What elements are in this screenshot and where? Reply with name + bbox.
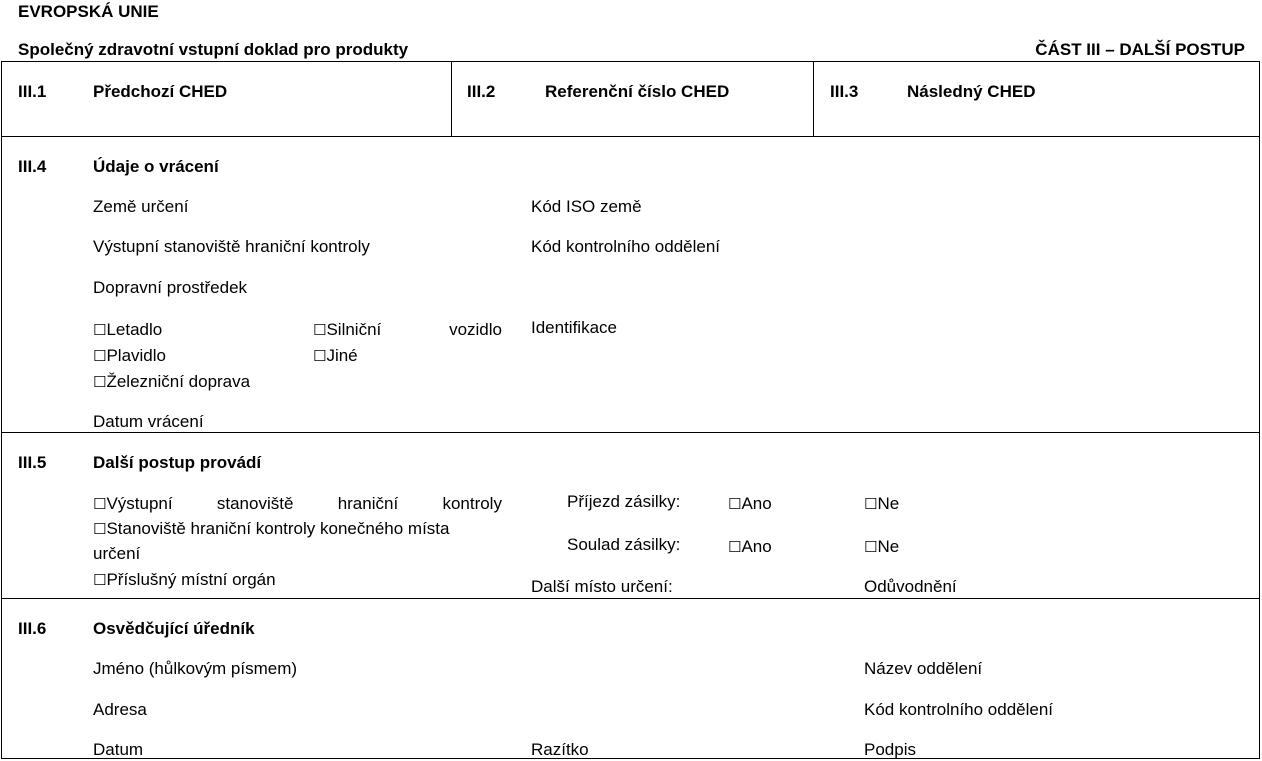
section-label-previous-ched[interactable]: Předchozí CHED bbox=[93, 82, 228, 101]
section-number-3-3: III.3 bbox=[830, 82, 859, 101]
checkbox-icon[interactable]: ☐ bbox=[864, 495, 878, 513]
label-consignment-compliance: Soulad zásilky: bbox=[567, 535, 681, 554]
option-arrival-no-label: Ne bbox=[877, 494, 900, 513]
field-exit-border-post[interactable]: Výstupní stanoviště hraniční kontroly bbox=[93, 237, 370, 256]
section-label-ched-reference[interactable]: Referenční číslo CHED bbox=[545, 82, 730, 101]
checkbox-icon[interactable]: ☐ bbox=[93, 495, 107, 513]
divider-row-3 bbox=[1, 598, 1260, 599]
checkbox-icon[interactable]: ☐ bbox=[864, 538, 878, 556]
document-title: EVROPSKÁ UNIE bbox=[18, 2, 159, 21]
option-final-label-1: Stanoviště hraniční kontroly konečného místa bbox=[106, 519, 450, 538]
checkbox-icon[interactable]: ☐ bbox=[93, 373, 107, 391]
option-final-destination-post[interactable] bbox=[93, 519, 449, 539]
option-arrival-yes[interactable] bbox=[728, 494, 772, 514]
field-officer-unit-code[interactable]: Kód kontrolního oddělení bbox=[864, 700, 1054, 719]
field-destination-country[interactable]: Země určení bbox=[93, 197, 189, 216]
checkbox-icon[interactable]: ☐ bbox=[93, 520, 107, 538]
section-number-3-6: III.6 bbox=[18, 619, 47, 638]
divider-row-1 bbox=[1, 136, 1260, 137]
option-local-authority[interactable] bbox=[93, 570, 276, 590]
label-consignment-arrival: Příjezd zásilky: bbox=[567, 492, 681, 511]
field-unit-name[interactable]: Název oddělení bbox=[864, 659, 983, 678]
field-return-date[interactable]: Datum vrácení bbox=[93, 412, 204, 431]
checkbox-icon[interactable]: ☐ bbox=[93, 321, 107, 339]
field-next-destination[interactable]: Další místo určení: bbox=[531, 577, 673, 596]
option-exit-word-1: Výstupní bbox=[106, 494, 173, 513]
section-number-3-4: III.4 bbox=[18, 157, 47, 176]
option-road-label-1: Silniční bbox=[326, 320, 382, 339]
option-exit-word-3: hraniční bbox=[337, 494, 399, 513]
checkbox-icon[interactable]: ☐ bbox=[728, 538, 742, 556]
option-vessel[interactable] bbox=[93, 346, 166, 366]
option-vessel-label: Plavidlo bbox=[106, 346, 166, 365]
field-signature[interactable]: Podpis bbox=[864, 740, 916, 759]
option-exit-word-2: stanoviště bbox=[216, 494, 294, 513]
section-number-3-2: III.2 bbox=[467, 82, 496, 101]
option-arrival-yes-label: Ano bbox=[741, 494, 772, 513]
option-local-label: Příslušný místní orgán bbox=[106, 570, 276, 589]
option-exit-word-4: kontroly bbox=[442, 494, 502, 513]
field-officer-name[interactable]: Jméno (hůlkovým písmem) bbox=[93, 659, 298, 678]
option-arrival-no[interactable] bbox=[864, 494, 899, 514]
checkbox-icon[interactable]: ☐ bbox=[728, 495, 742, 513]
divider-row-2 bbox=[1, 432, 1260, 433]
option-aircraft[interactable] bbox=[93, 320, 162, 340]
field-justification[interactable]: Odůvodnění bbox=[864, 577, 957, 596]
checkbox-icon[interactable]: ☐ bbox=[313, 321, 327, 339]
option-exit-border-post[interactable] bbox=[93, 494, 502, 514]
field-iso-country-code[interactable]: Kód ISO země bbox=[531, 197, 642, 216]
option-compliance-yes-label: Ano bbox=[741, 537, 772, 556]
section-number-3-5: III.5 bbox=[18, 453, 47, 472]
divider-vertical-2 bbox=[813, 61, 814, 137]
section-label-subsequent-ched[interactable]: Následný CHED bbox=[907, 82, 1036, 101]
option-compliance-no[interactable] bbox=[864, 537, 899, 557]
section-label-certifying-officer: Osvědčující úředník bbox=[93, 619, 255, 638]
option-final-label-2: určení bbox=[93, 544, 141, 563]
field-means-of-transport: Dopravní prostředek bbox=[93, 278, 248, 297]
field-unit-code[interactable]: Kód kontrolního oddělení bbox=[531, 237, 721, 256]
section-label-follow-up-by: Další postup provádí bbox=[93, 453, 262, 472]
field-address[interactable]: Adresa bbox=[93, 700, 147, 719]
option-road-label-2: vozidlo bbox=[449, 320, 502, 339]
option-compliance-yes[interactable] bbox=[728, 537, 772, 557]
checkbox-icon[interactable]: ☐ bbox=[93, 347, 107, 365]
document-part: ČÁST III – DALŠÍ POSTUP bbox=[1035, 40, 1245, 59]
field-date[interactable]: Datum bbox=[93, 740, 144, 759]
option-aircraft-label: Letadlo bbox=[106, 320, 163, 339]
option-road-vehicle[interactable] bbox=[313, 320, 502, 340]
field-identification[interactable]: Identifikace bbox=[531, 318, 617, 337]
option-other[interactable] bbox=[313, 346, 358, 366]
field-stamp[interactable]: Razítko bbox=[531, 740, 589, 759]
option-other-label: Jiné bbox=[326, 346, 358, 365]
section-label-return-details: Údaje o vrácení bbox=[93, 157, 219, 176]
option-railway-label: Železniční doprava bbox=[106, 372, 251, 391]
checkbox-icon[interactable]: ☐ bbox=[313, 347, 327, 365]
section-number-3-1: III.1 bbox=[18, 82, 47, 101]
checkbox-icon[interactable]: ☐ bbox=[93, 571, 107, 589]
option-compliance-no-label: Ne bbox=[877, 537, 900, 556]
option-railway[interactable] bbox=[93, 372, 250, 392]
divider-vertical-1 bbox=[451, 61, 452, 137]
document-subtitle: Společný zdravotní vstupní doklad pro produkty bbox=[18, 40, 409, 59]
